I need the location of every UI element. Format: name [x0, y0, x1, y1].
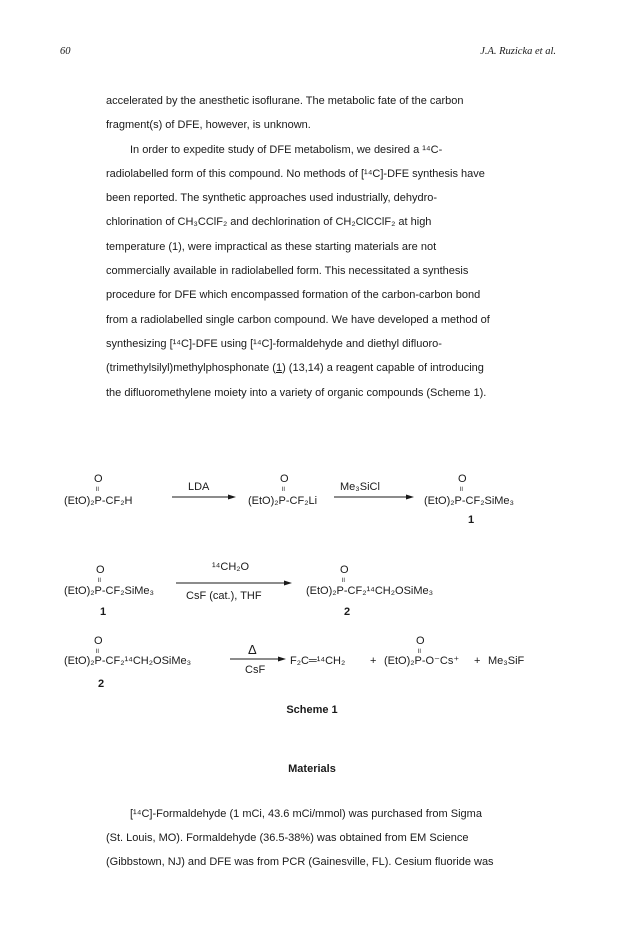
phosphoryl-oxygen: O: [416, 635, 425, 647]
intermediate-1: (EtO)₂P-CF₂Li: [248, 495, 318, 507]
product-dfe: F₂C═¹⁴CH₂: [290, 655, 346, 667]
arrow-head: [228, 495, 236, 500]
phosphoryl-oxygen: O: [458, 473, 467, 485]
double-bond-mark: ॥: [95, 486, 100, 493]
line-text: (trimethylsilyl)methylphosphonate (: [106, 362, 276, 375]
double-bond-mark: ॥: [417, 648, 422, 655]
paragraph-line: [¹⁴C]-Formaldehyde (1 mCi, 43.6 mCi/mmol) was purchased from Sigma: [130, 808, 482, 820]
double-bond-mark: ॥: [281, 486, 286, 493]
double-bond-mark: ॥: [341, 577, 346, 584]
phosphoryl-oxygen: O: [340, 564, 349, 576]
paragraph-line: synthesizing [¹⁴C]-DFE using [¹⁴C]-formaldehyde and diethyl difluoro-: [106, 337, 442, 350]
plus-sign: +: [370, 655, 377, 667]
arrow-head: [406, 495, 414, 500]
product-cesium-phosphate: (EtO)₂P-O⁻Cs⁺: [384, 655, 460, 667]
compound-label-2: 2: [344, 606, 351, 618]
paragraph-line: from a radiolabelled single carbon compound. We have developed a method of: [106, 313, 490, 326]
reagent-lda: LDA: [188, 481, 210, 493]
phosphoryl-oxygen: O: [96, 564, 105, 576]
paragraph-line: accelerated by the anesthetic isoflurane. The metabolic fate of the carbon: [106, 95, 464, 107]
running-head: J.A. Ruzicka et al.: [480, 46, 556, 57]
product-2: (EtO)₂P-CF₂¹⁴CH₂OSiMe₃: [306, 585, 434, 597]
page-header: [60, 46, 556, 62]
phosphoryl-oxygen: O: [94, 473, 103, 485]
compound-ref: 1: [275, 362, 283, 375]
reactant-2: (EtO)₂P-CF₂SiMe₃: [64, 585, 155, 597]
arrow-head: [284, 581, 292, 586]
paragraph-line: chlorination of CH₃CClF₂ and dechlorination of CH₂ClCClF₂ at high: [106, 216, 432, 229]
heat-symbol: Δ: [248, 642, 257, 657]
arrow-head: [278, 657, 286, 662]
paragraph-line: procedure for DFE which encompassed formation of the carbon-carbon bond: [106, 289, 481, 302]
reactant-3: (EtO)₂P-CF₂¹⁴CH₂OSiMe₃: [64, 655, 192, 667]
compound-label-1: 1: [468, 514, 475, 526]
paragraph-line: the difluoromethylene moiety into a variety of organic compounds (Scheme 1).: [106, 386, 487, 399]
product-me3sif: Me₃SiF: [488, 655, 525, 667]
paragraph-line: (St. Louis, MO). Formaldehyde (36.5-38%) was obtained from EM Science: [106, 832, 469, 844]
paragraph-line: [106, 356, 566, 380]
paragraph-line: radiolabelled form of this compound. No methods of [¹⁴C]-DFE synthesis have: [106, 167, 485, 180]
phosphoryl-oxygen: O: [94, 635, 103, 647]
reagent-csf: CsF: [245, 664, 266, 676]
body-text: [106, 89, 566, 405]
paragraph-line: (Gibbstown, NJ) and DFE was from PCR (Gainesville, FL). Cesium fluoride was: [106, 856, 494, 868]
paragraph-line: In order to expedite study of DFE metabolism, we desired a ¹⁴C-: [130, 143, 443, 156]
paragraph-line: fragment(s) of DFE, however, is unknown.: [106, 119, 311, 132]
reagent-csf-thf: CsF (cat.), THF: [186, 590, 262, 602]
scheme-caption: Scheme 1: [286, 704, 338, 716]
section-title-materials: Materials: [288, 763, 336, 775]
double-bond-mark: ॥: [97, 577, 102, 584]
product-1: (EtO)₂P-CF₂SiMe₃: [424, 495, 515, 507]
paragraph-line: been reported. The synthetic approaches used industrially, dehydro-: [106, 192, 438, 205]
double-bond-mark: ॥: [459, 486, 464, 493]
paragraph-line: commercially available in radiolabelled form. This necessitated a synthesis: [106, 265, 469, 278]
line-text: ) (13,14) a reagent capable of introducing: [282, 362, 484, 375]
materials-text: [106, 802, 566, 874]
plus-sign: +: [474, 655, 481, 667]
compound-label-2: 2: [98, 678, 105, 690]
double-bond-mark: ॥: [95, 648, 100, 655]
phosphoryl-oxygen: O: [280, 473, 289, 485]
reagent-formaldehyde: ¹⁴CH₂O: [212, 561, 250, 573]
compound-label-1: 1: [100, 606, 107, 618]
reagent-me3sicl: Me₃SiCl: [340, 481, 380, 493]
page-number: 60: [60, 46, 71, 57]
paragraph-line: temperature (1), were impractical as these starting materials are not: [106, 240, 437, 253]
reactant-1: (EtO)₂P-CF₂H: [64, 495, 133, 507]
